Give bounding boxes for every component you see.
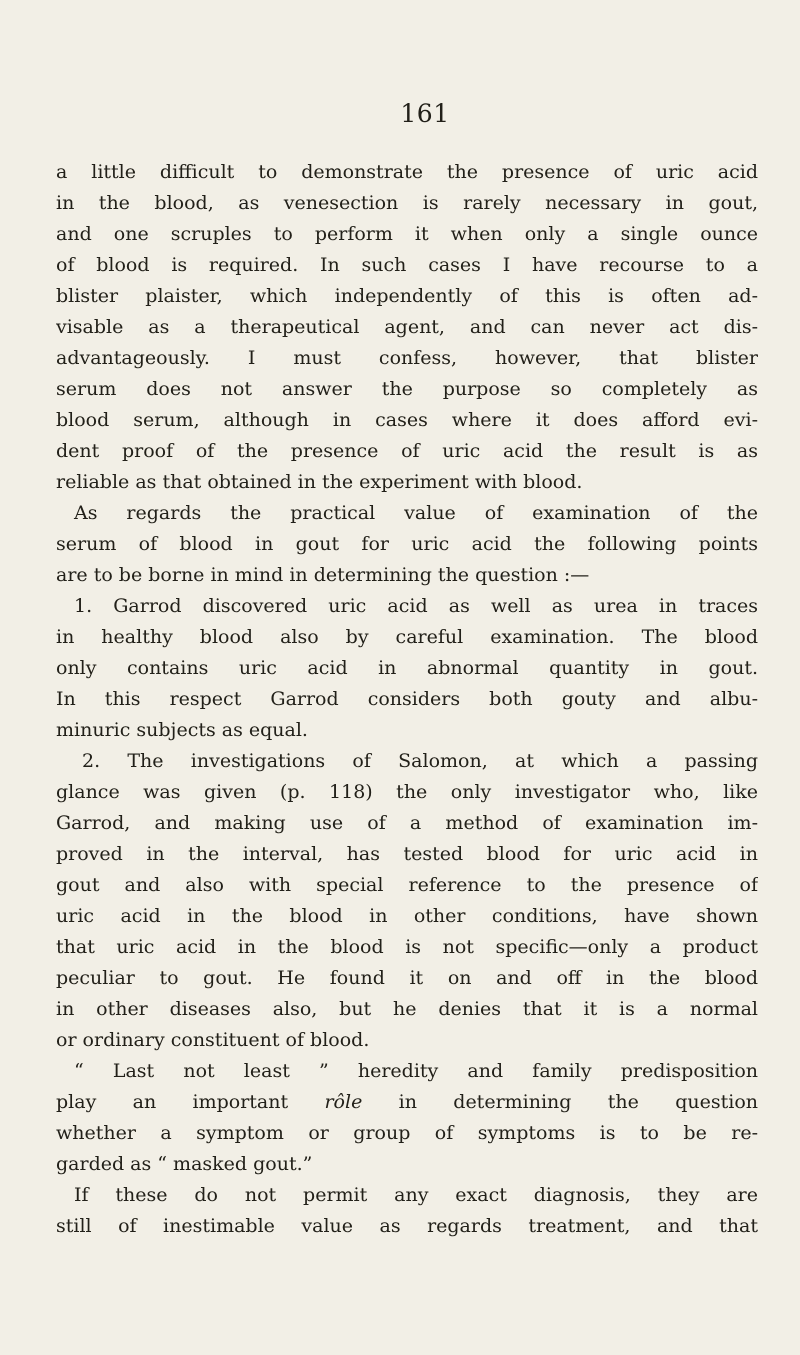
text-line: uric acid in the blood in other conditions, have shown bbox=[56, 905, 758, 927]
text-line: blood serum, although in cases where it does afford evi- bbox=[56, 409, 758, 431]
text-line: in the blood, as venesection is rarely necessary in gout, bbox=[56, 192, 758, 214]
book-page bbox=[56, 0, 758, 1355]
body-text bbox=[56, 157, 758, 1242]
text-line: garded as “ masked gout.” bbox=[56, 1153, 313, 1175]
text-line: of blood is required. In such cases I have recourse to a bbox=[56, 254, 758, 276]
text-line: a little difficult to demonstrate the presence of uric acid bbox=[56, 161, 758, 183]
text-line: minuric subjects as equal. bbox=[56, 719, 308, 741]
text-line: gout and also with special reference to the presence of bbox=[56, 874, 758, 896]
text-line bbox=[56, 1087, 758, 1118]
text-line: blister plaister, which independently of this is often ad- bbox=[56, 285, 758, 307]
text-line: still of inestimable value as regards treatment, and that bbox=[56, 1215, 758, 1237]
italic-word: rôle bbox=[324, 1091, 363, 1113]
text-line: As regards the practical value of examination of the bbox=[74, 502, 758, 524]
page-number: 161 bbox=[400, 99, 450, 128]
text-line: in healthy blood also by careful examination. The blood bbox=[56, 626, 758, 648]
text-line: visable as a therapeutical agent, and can never act dis- bbox=[56, 316, 758, 338]
text-line: 2. The investigations of Salomon, at which a passing bbox=[82, 750, 758, 772]
text-line: serum of blood in gout for uric acid the following points bbox=[56, 533, 758, 555]
text-segment: play an important bbox=[56, 1091, 325, 1113]
text-line: peculiar to gout. He found it on and off in the blood bbox=[56, 967, 758, 989]
text-line: and one scruples to perform it when only a single ounce bbox=[56, 223, 758, 245]
text-line: In this respect Garrod considers both gouty and albu- bbox=[56, 688, 758, 710]
text-line: “ Last not least ” heredity and family predisposition bbox=[74, 1060, 758, 1082]
text-line: glance was given (p. 118) the only investigator who, like bbox=[56, 781, 758, 803]
text-line: that uric acid in the blood is not specific—only a product bbox=[56, 936, 758, 958]
text-line: dent proof of the presence of uric acid the result is as bbox=[56, 440, 758, 462]
text-line: advantageously. I must confess, however, that blister bbox=[56, 347, 758, 369]
text-line: 1. Garrod discovered uric acid as well as urea in traces bbox=[74, 595, 758, 617]
text-line: proved in the interval, has tested blood for uric acid in bbox=[56, 843, 758, 865]
text-line: Garrod, and making use of a method of examination im- bbox=[56, 812, 758, 834]
text-line: only contains uric acid in abnormal quantity in gout. bbox=[56, 657, 758, 679]
text-line: or ordinary constituent of blood. bbox=[56, 1029, 370, 1051]
text-segment: in determining the question bbox=[362, 1091, 758, 1113]
text-line: serum does not answer the purpose so completely as bbox=[56, 378, 758, 400]
text-line: If these do not permit any exact diagnosis, they are bbox=[74, 1184, 758, 1206]
text-line: whether a symptom or group of symptoms is to be re- bbox=[56, 1122, 758, 1144]
text-line: reliable as that obtained in the experiment with blood. bbox=[56, 471, 583, 493]
text-line: are to be borne in mind in determining the question :— bbox=[56, 564, 590, 586]
text-line: in other diseases also, but he denies that it is a normal bbox=[56, 998, 758, 1020]
